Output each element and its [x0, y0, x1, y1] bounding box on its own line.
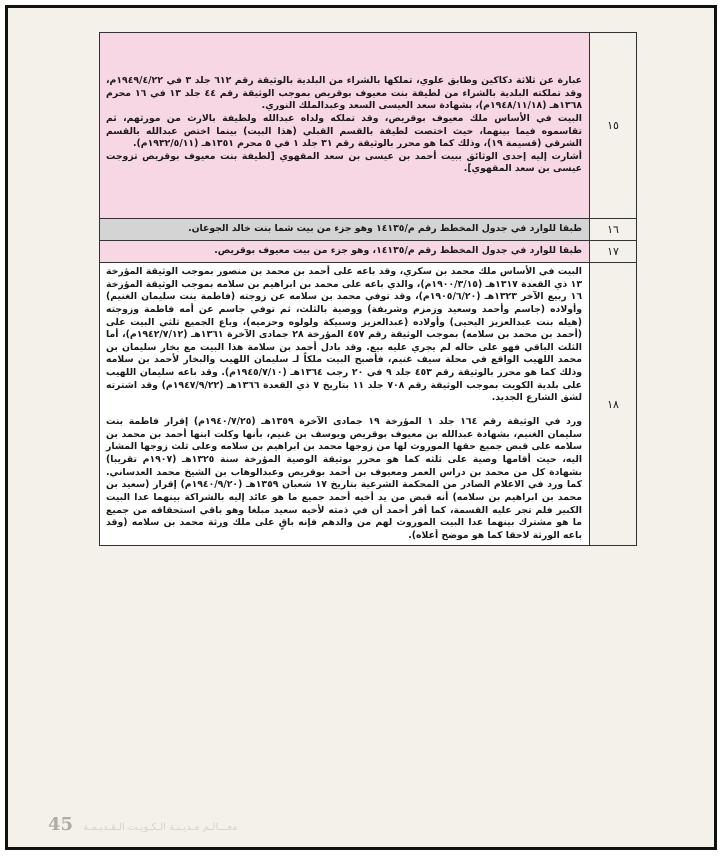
table-row: [100, 263, 637, 546]
page-footer: [48, 814, 238, 835]
row-number: ١٨: [590, 263, 637, 546]
row-number: ١٦: [590, 219, 637, 241]
table-row: [100, 241, 637, 263]
row-description: [100, 241, 590, 263]
row-number: ١٧: [590, 241, 637, 263]
table-row: [100, 219, 637, 241]
row-description: [100, 33, 590, 219]
row-paragraph: ورد في الوثيقة رقم ١٦٤ جلد ١ المؤرخة ١٩ جمادى الآخرة ١٣٥٩هـ (١٩٤٠/٧/٢٥م) إقرار فاطمة بنت سليمان الغنيم، بشهادة عبدالله بن معيوف بوقريص ويوسف بن غنيم، بأنها وكلت ابنها أحمد بن محمد بن سلامه على قبض جميع حقها الموروث لها من زوجها محمد بن ابراهيم بن سلامه وعلى ثلث زوجها المشار اليه، حيث أقامها وصية على ثلثه كما هو محرر بوثيقة الوصية المؤرخة سنة ١٣٢٥هـ (١٩٠٧م تقريبا) بشهادة كل من محمد بن دراس العمر ومعيوف بن أحمد بوقريص وعبدالوهاب بن الشيخ محمد العدساني. كما ورد في الاعلام الصادر من المحكمة الشرعية بتاريخ ١٧ شعبان ١٣٥٩هـ (١٩٤٠/٩/٢٠م) إقرار (سعيد بن محمد بن ابراهيم بن سلامه) أنه قبض من يد أخيه أحمد جميع ما هو عائد إليه بالشراكة بينهما عدا البيت الكبير فلم تجر عليه القسمة، كما أقر أحمد أن في ذمته لأخيه سعيد مبلغا وهو باقي استحقاقه من جميع ما هو مشترك بينهما عدا البيت الموروث لهم من والدهم فإنه باقٍ على ملك ورثة محمد بن سلامه (وقد باعه الورثة لاحقا كما هو موضح أعلاه).: [106, 416, 583, 541]
property-records-table: [99, 32, 637, 546]
document-page: [5, 5, 717, 850]
row-paragraph: البيت في الأساس ملك معيوف بوقريص، وقد تملكه ولداه عبدالله ولطيفة بالارث من مورثهم، ثم تقاسموه فيما بينهما، حيث اختصت لطيفة بالقسم القبلي (هذا البيت) بينما اختص عبدالله بالقسم الشرقي (قسيمة ١٩)، وذلك كما هو محرر بالوثيقة رقم ٣١ جلد ١ في ٥ محرم ١٣٥١هـ (١٩٣٢/٥/١١م).: [106, 112, 582, 150]
row-paragraph: أشارت إليه إحدى الوثائق ببيت أحمد بن عيسى بن سعد المقهوي [لطيفة بنت معيوف بوقريص تزوجت عيسى بن سعد المقهوي].: [106, 150, 582, 175]
table-row: [100, 33, 637, 219]
row-description: [100, 263, 590, 546]
page-number: 45: [48, 814, 74, 835]
row-number: ١٥: [590, 33, 637, 219]
row-description: [100, 219, 590, 241]
row-paragraph: طبقا للوارد في جدول المخطط رقم م/١٤١٣٥، وهو جزء من بيت معيوف بوقريص.: [214, 245, 582, 257]
row-paragraph: البيت في الأساس ملك محمد بن سكري، وقد باعه على أحمد بن محمد بن منصور بموجب الوثيقة المؤرخة ١٣ ذي القعدة ١٣١٧هـ (١٩٠٠/٣/١٥م)، والذي باعه على محمد بن ابراهيم بن سلامه بموجب الوثيقة المؤرخة ١٦ ربيع الآخر ١٣٢٣هـ (١٩٠٥/٦/٢٠م)، وقد توفي محمد بن سلامه عن زوجته (فاطمة بنت سليمان الغنيم) وأولاده (جاسم وأحمد وسعيد وزمزم وشريفة) ووصية بالثلث، ثم توفي جاسم عن أمه فاطمة وزوجته (هيله بنت عبدالعزيز اليحيى) وأولاده (عبدالعزيز وسبيكة ولولوه وحزميه)، وباع الجميع ثلثي البيت على (أحمد بن محمد بن سلامه) بموجب الوثيقة رقم ٤٥٧ المؤرخة ٢٨ جمادى الآخرة ١٣٦١هـ (١٩٤٢/٧/١٢م)، أما الثلث الباقي فهو على حاله لم يجري عليه بيع. وقد بادل أحمد بن سلامة هذا البيت مع بخار سليمان بن محمد اللهيب الواقع في محلة سيف غنيم، فأصبح البيت ملكاً لـ سليمان اللهيب والبخار لأحمد بن سلامه وذلك كما هو محرر بالوثيقة رقم ٤٥٣ جلد ٩ في ٢٠ رجب ١٣٦٤هـ (١٩٤٥/٧/١٠م). وقد باعه سليمان اللهيب على بلدية الكويت بموجب الوثيقة رقم ٧٠٨ جلد ١١ بتاريخ ٧ ذي القعدة ١٣٦٦هـ (١٩٤٧/٩/٢٢م) وقد اشترته لشق الشارع الجديد.: [106, 266, 583, 404]
row-paragraph: طبقا للوارد في جدول المخطط رقم م/١٤١٣٥ وهو جزء من بيت شما بنت خالد الجوعان.: [188, 223, 582, 235]
row-paragraph: عبارة عن ثلاثة دكاكين وطابق علوي، تملكها بالشراء من البلدية بالوثيقة رقم ٦١٢ جلد ٣ في ١٩٤٩/٤/٢٢م، وقد تملكته البلدية بالشراء من لطيفة بنت معيوف بوقريص بموجب الوثيقة رقم ٤٤ جلد ١٣ في ١٦ محرم ١٣٦٨هـ (١٩٤٨/١١/١٨م)، بشهادة سعد العيسى السعد وعبدالملك النوري.: [106, 74, 583, 112]
book-title: معـــالـم مـديـنـة الـكـويـت الـقـديـمـة: [83, 822, 238, 833]
